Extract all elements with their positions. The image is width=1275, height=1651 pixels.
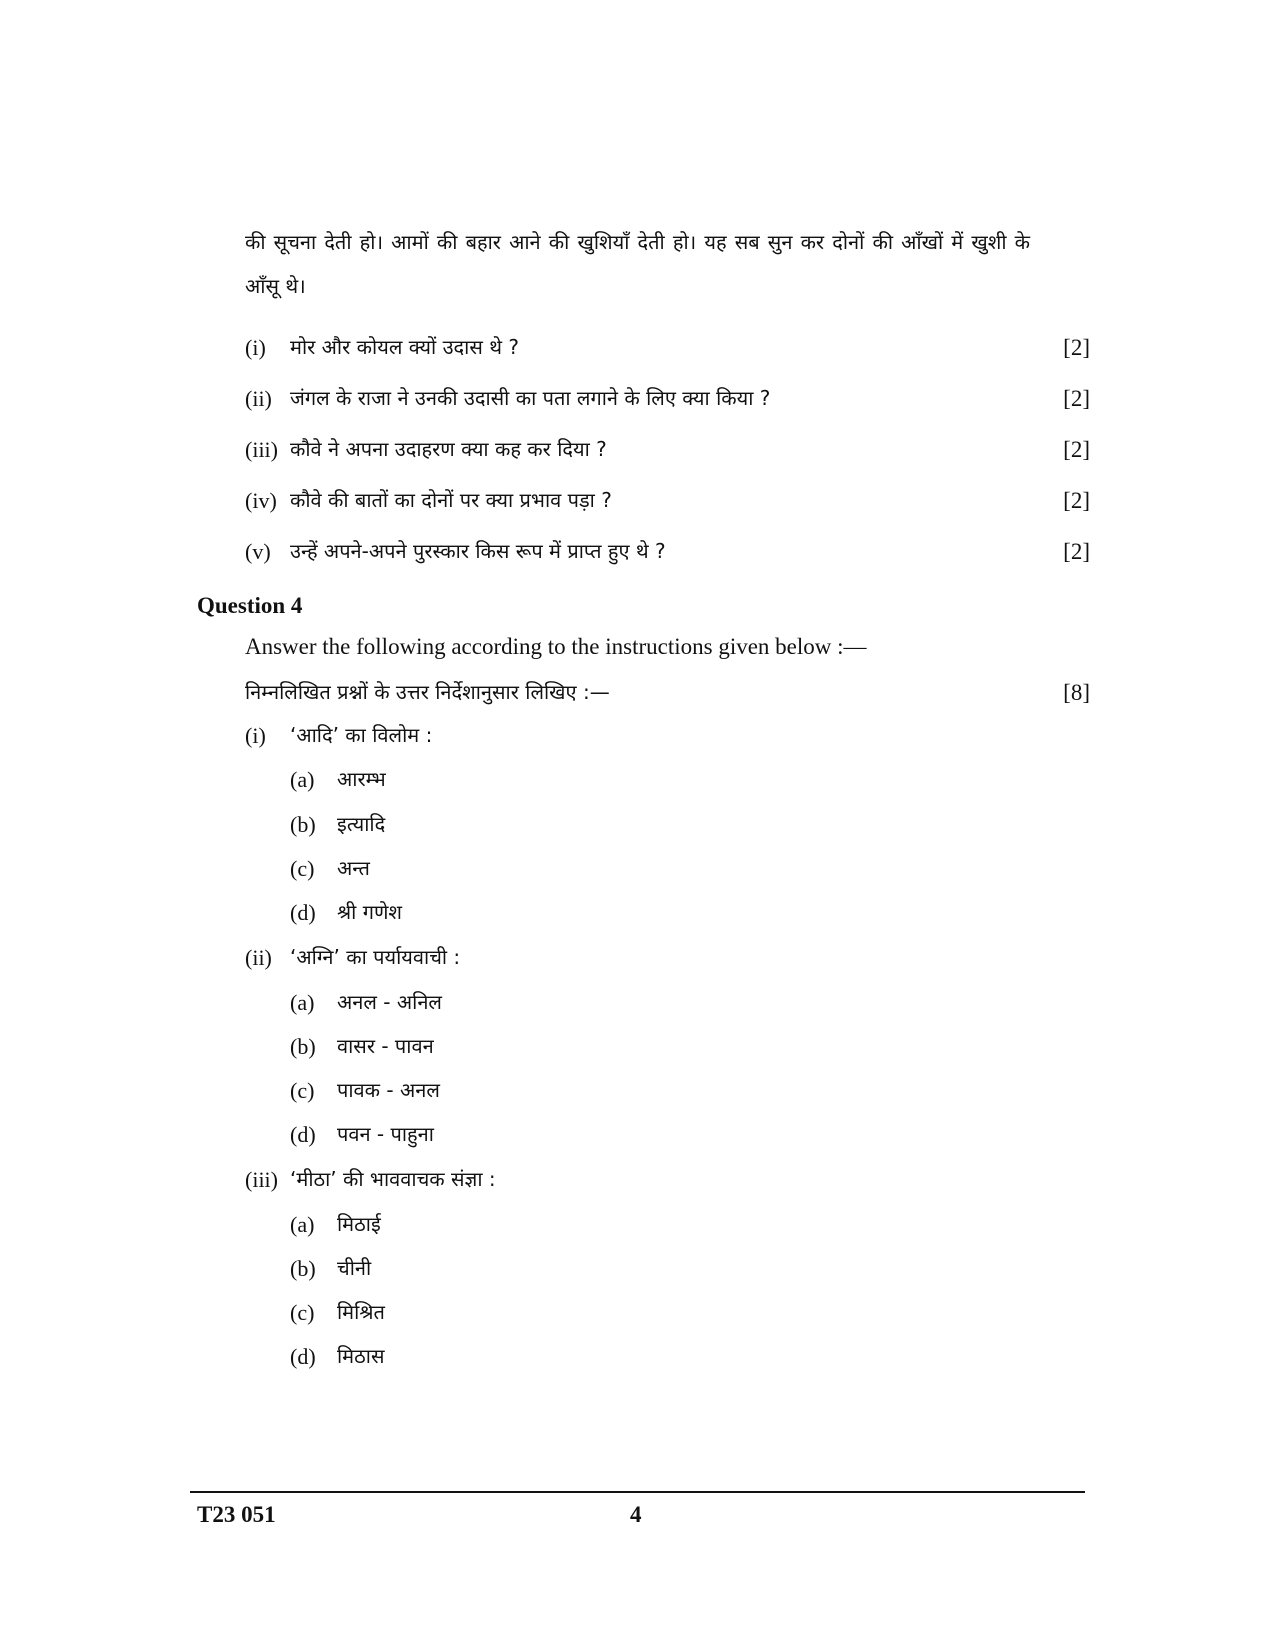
q3-item-5-text: उन्हें अपने-अपने पुरस्कार किस रूप में प्राप्त हुए थे ?: [290, 539, 666, 563]
q3-item-5-num: (v): [245, 539, 271, 564]
q4-part-2-option-d-label: (d): [290, 1122, 316, 1147]
q4-part-3-option-c-text: मिश्रित: [337, 1300, 385, 1324]
q4-part-3-num: (iii): [245, 1167, 278, 1192]
question-4-instruction-en: Answer the following according to the instructions given below :—: [245, 634, 867, 659]
q4-part-3-option-b-text: चीनी: [337, 1256, 372, 1280]
q4-part-2-option-b-label: (b): [290, 1034, 316, 1059]
q3-item-1-text: मोर और कोयल क्यों उदास थे ?: [290, 335, 519, 359]
q3-item-4-marks: [2]: [1063, 488, 1090, 513]
q4-part-1-option-b-label: (b): [290, 812, 316, 837]
q4-part-2-option-a-text: अनल - अनिल: [337, 990, 442, 1014]
q4-part-2-option-c-text: पावक - अनल: [337, 1078, 440, 1102]
q3-item-5-marks: [2]: [1063, 539, 1090, 564]
paper-code: T23 051: [197, 1502, 276, 1527]
q4-part-1-prompt: ‘आदि’ का विलोम :: [290, 723, 433, 747]
q4-part-1-option-d-label: (d): [290, 900, 316, 925]
passage-end: की सूचना देती हो। आमों की बहार आने की खुशियाँ देती हो। यह सब सुन कर दोनों की आँखों में खुशी के आँसू थे।: [245, 230, 1030, 298]
q4-part-1-num: (i): [245, 723, 266, 748]
page-number: 4: [630, 1502, 642, 1527]
passage-text: [245, 220, 1030, 308]
q3-item-3-text: कौवे ने अपना उदाहरण क्या कह कर दिया ?: [290, 437, 607, 461]
q4-part-3-option-d-text: मिठास: [337, 1344, 385, 1368]
q3-item-2-marks: [2]: [1063, 386, 1090, 411]
q4-part-3-option-a-text: मिठाई: [337, 1212, 381, 1236]
q4-part-1-option-b-text: इत्यादि: [337, 812, 386, 836]
q4-part-2-option-d-text: पवन - पाहुना: [337, 1122, 434, 1146]
q4-part-1-option-a-text: आरम्भ: [337, 767, 386, 791]
q4-part-3-option-c-label: (c): [290, 1300, 315, 1325]
q4-part-2-option-b-text: वासर - पावन: [337, 1034, 434, 1058]
q4-part-2-option-a-label: (a): [290, 990, 315, 1015]
q3-item-3-marks: [2]: [1063, 437, 1090, 462]
q4-part-3-option-d-label: (d): [290, 1344, 316, 1369]
q3-item-2-num: (ii): [245, 386, 272, 411]
q4-part-2-num: (ii): [245, 945, 272, 970]
q4-part-1-option-c-text: अन्त: [337, 856, 370, 880]
q3-item-1-marks: [2]: [1063, 335, 1090, 360]
footer-divider: [190, 1491, 1085, 1493]
q4-part-3-option-a-label: (a): [290, 1212, 315, 1237]
q3-item-4-num: (iv): [245, 488, 277, 513]
question-4-heading: Question 4: [197, 593, 303, 618]
q4-part-2-prompt: ‘अग्नि’ का पर्यायवाची :: [290, 945, 461, 969]
q4-part-2-option-c-label: (c): [290, 1078, 315, 1103]
q4-part-3-option-b-label: (b): [290, 1256, 316, 1281]
q3-item-1-num: (i): [245, 335, 266, 360]
q4-part-1-option-c-label: (c): [290, 856, 315, 881]
question-4-instruction-hi: निम्नलिखित प्रश्नों के उत्तर निर्देशानुसार लिखिए :—: [245, 680, 610, 704]
q4-part-1-option-d-text: श्री गणेश: [337, 900, 403, 924]
q4-part-1-option-a-label: (a): [290, 767, 315, 792]
question-4-marks: [8]: [1063, 680, 1090, 705]
q3-item-2-text: जंगल के राजा ने उनकी उदासी का पता लगाने के लिए क्या किया ?: [290, 386, 771, 410]
q3-item-3-num: (iii): [245, 437, 278, 462]
q3-item-4-text: कौवे की बातों का दोनों पर क्या प्रभाव पड़ा ?: [290, 488, 612, 512]
q4-part-3-prompt: ‘मीठा’ की भाववाचक संज्ञा :: [290, 1167, 496, 1191]
